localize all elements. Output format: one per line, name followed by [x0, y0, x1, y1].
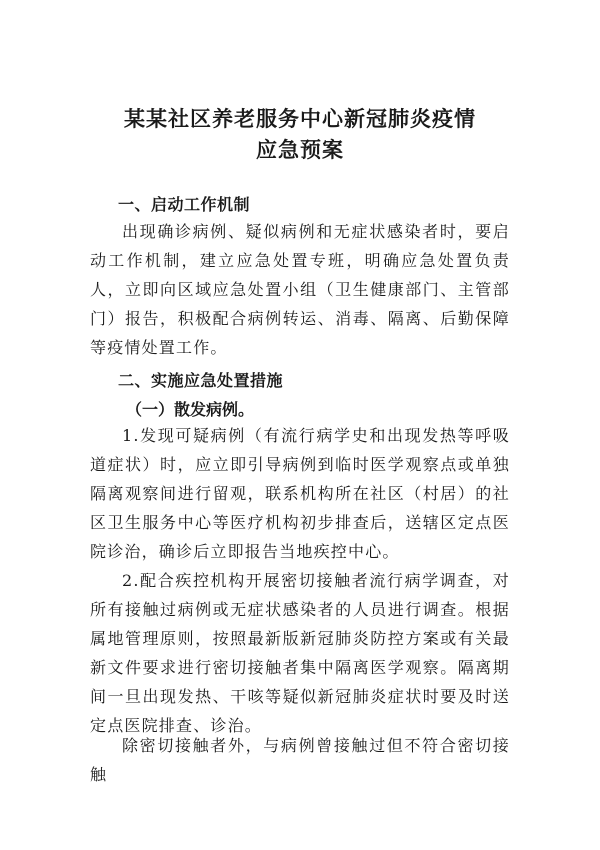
section-heading-1: 一、启动工作机制	[118, 195, 251, 214]
section2-paragraph-1: 1.发现可疑病例（有流行病学史和出现发热等呼吸道症状）时，应立即引导病例到临时医学观察点或单独隔离观察间进行留观，联系机构所在社区（村居）的社区卫生服务中心等医疗机构初步排查后，送辖区定点医院诊治，确诊后立即报告当地疾控中心。	[90, 426, 510, 561]
section1-paragraph: 出现确诊病例、疑似病例和无症状感染者时，要启动工作机制，建立应急处置专班，明确应急处置负责人，立即向区域应急处置小组（卫生健康部门、主管部门）报告，积极配合病例转运、消毒、隔离、后勤保障等疫情处置工作。	[90, 222, 510, 357]
subsection-heading: （一）散发病例。	[126, 400, 255, 419]
document-title-line1: 某某社区养老服务中心新冠肺炎疫情	[124, 107, 476, 131]
section2-paragraph-3: 除密切接触者外，与病例曾接触过但不符合密切接触	[90, 736, 510, 784]
section-heading-2: 二、实施应急处置措施	[118, 371, 284, 390]
section2-paragraph-2: 2.配合疾控机构开展密切接触者流行病学调查，对所有接触过病例或无症状感染者的人员进行调查。根据属地管理原则，按照最新版新冠肺炎防控方案或有关最新文件要求进行密切接触者集中隔离医学观察。隔离期间一旦出现发热、干咳等疑似新冠肺炎症状时要及时送定点医院排查、诊治。	[90, 571, 510, 735]
document-title-line2: 应急预案	[256, 138, 344, 162]
